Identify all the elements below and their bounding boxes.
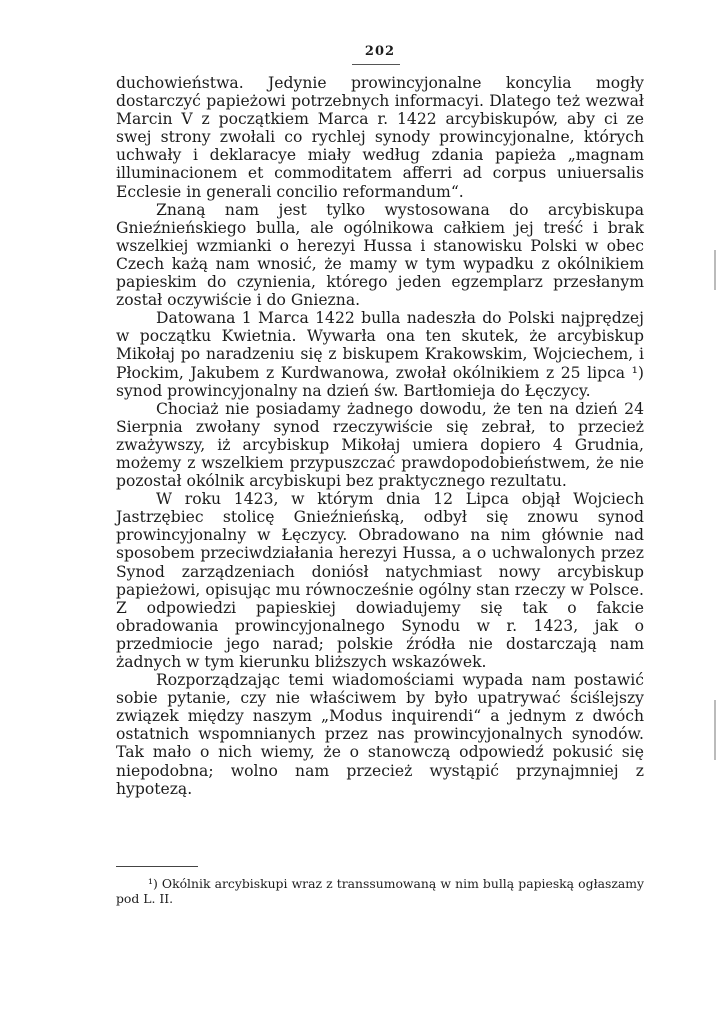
scan-edge-mark bbox=[714, 250, 716, 290]
body-text bbox=[116, 74, 644, 798]
paragraph-2: Znaną nam jest tylko wystosowana do arcybiskupa Gnieźnieńskiego bulla, ale ogólnikowa całkiem jej treść i brak wszelkiej wzmianki o herezyi Hussa i stanowisku Polski w obec Czech każą nam wnosić, że mamy w tym wypadku z okólnikiem papieskim do czynienia, którego jeden egzemplarz przesłanym został oczywiście i do Gniezna. bbox=[116, 200, 644, 310]
page-number: 202 bbox=[364, 44, 396, 59]
footnote-divider bbox=[116, 866, 198, 867]
paragraph-5: W roku 1423, w którym dnia 12 Lipca objął Wojciech Jastrzębiec stolicę Gnieźnieńską, odbył się znowu synod prowincyjonalny w Łęczycy. Obradowano na nim głównie nad sposobem przeciwdziałania herezyi Hussa, a o uchwalonych przez Synod zarządzeniach doniósł natychmiast nowy arcybiskup papieżowi, opisując mu równocześnie ogólny stan rzeczy w Polsce. Z odpowiedzi papieskiej dowiadujemy się tak o fakcie obradowania prowincyjonalnego Synodu w r. 1423, jak o przedmiocie jego narad; polskie źródła nie dostarczają nam żadnych w tym kierunku bliższych wskazówek. bbox=[116, 490, 644, 671]
paragraph-1: duchowieństwa. Jedynie prowincyjonalne koncylia mogły dostarczyć papieżowi potrzebnych informacyi. Dlatego też wezwał Marcin V z początkiem Marca r. 1422 arcybiskupów, aby ci ze swej strony zwołali co rychlej synody prowincyjonalne, których uchwały i deklaracye miały według zdania papieża „magnam illuminacionem et commoditatem afferri ad corpus uniuersalis Ecclesie in generali concilio reformandum“. bbox=[116, 74, 644, 201]
footnote: ¹) Okólnik arcybiskupi wraz z transsumowaną w nim bullą papieską ogłaszamy pod L. II. bbox=[116, 876, 644, 906]
scan-edge-mark bbox=[714, 700, 716, 760]
paragraph-4: Chociaż nie posiadamy żadnego dowodu, że ten na dzień 24 Sierpnia zwołany synod rzeczywiście się zebrał, to przecież zważywszy, iż arcybiskup Mikołaj umiera dopiero 4 Grudnia, możemy z wszelkiem przypuszczać prawdopodobieństwem, że nie pozostał okólnik arcybiskupi bez praktycznego rezultatu. bbox=[116, 399, 644, 491]
paragraph-6: Rozporządzając temi wiadomościami wypada nam postawić sobie pytanie, czy nie właściwem by było upatrywać ściślejszy związek między naszym „Modus inquirendi“ a jednym z dwóch ostatnich wspomnianych przez nas prowincyjonalnych synodów. Tak mało o nich wiemy, że o stanowczą odpowiedź pokusić się niepodobna; wolno nam przecież wystąpić przynajmniej z hypotezą. bbox=[116, 671, 644, 798]
page-number-rule bbox=[352, 64, 400, 65]
paragraph-3: Datowana 1 Marca 1422 bulla nadeszła do Polski najprędzej w początku Kwietnia. Wywarła ona ten skutek, że arcybiskup Mikołaj po naradzeniu się z biskupem Krakowskim, Wojciechem, i Płockim, Jakubem z Kurdwanowa, zwołał okólnikiem z 25 lipca ¹) synod prowincyjonalny na dzień św. Bartłomieja do Łęczycy. bbox=[116, 309, 644, 400]
